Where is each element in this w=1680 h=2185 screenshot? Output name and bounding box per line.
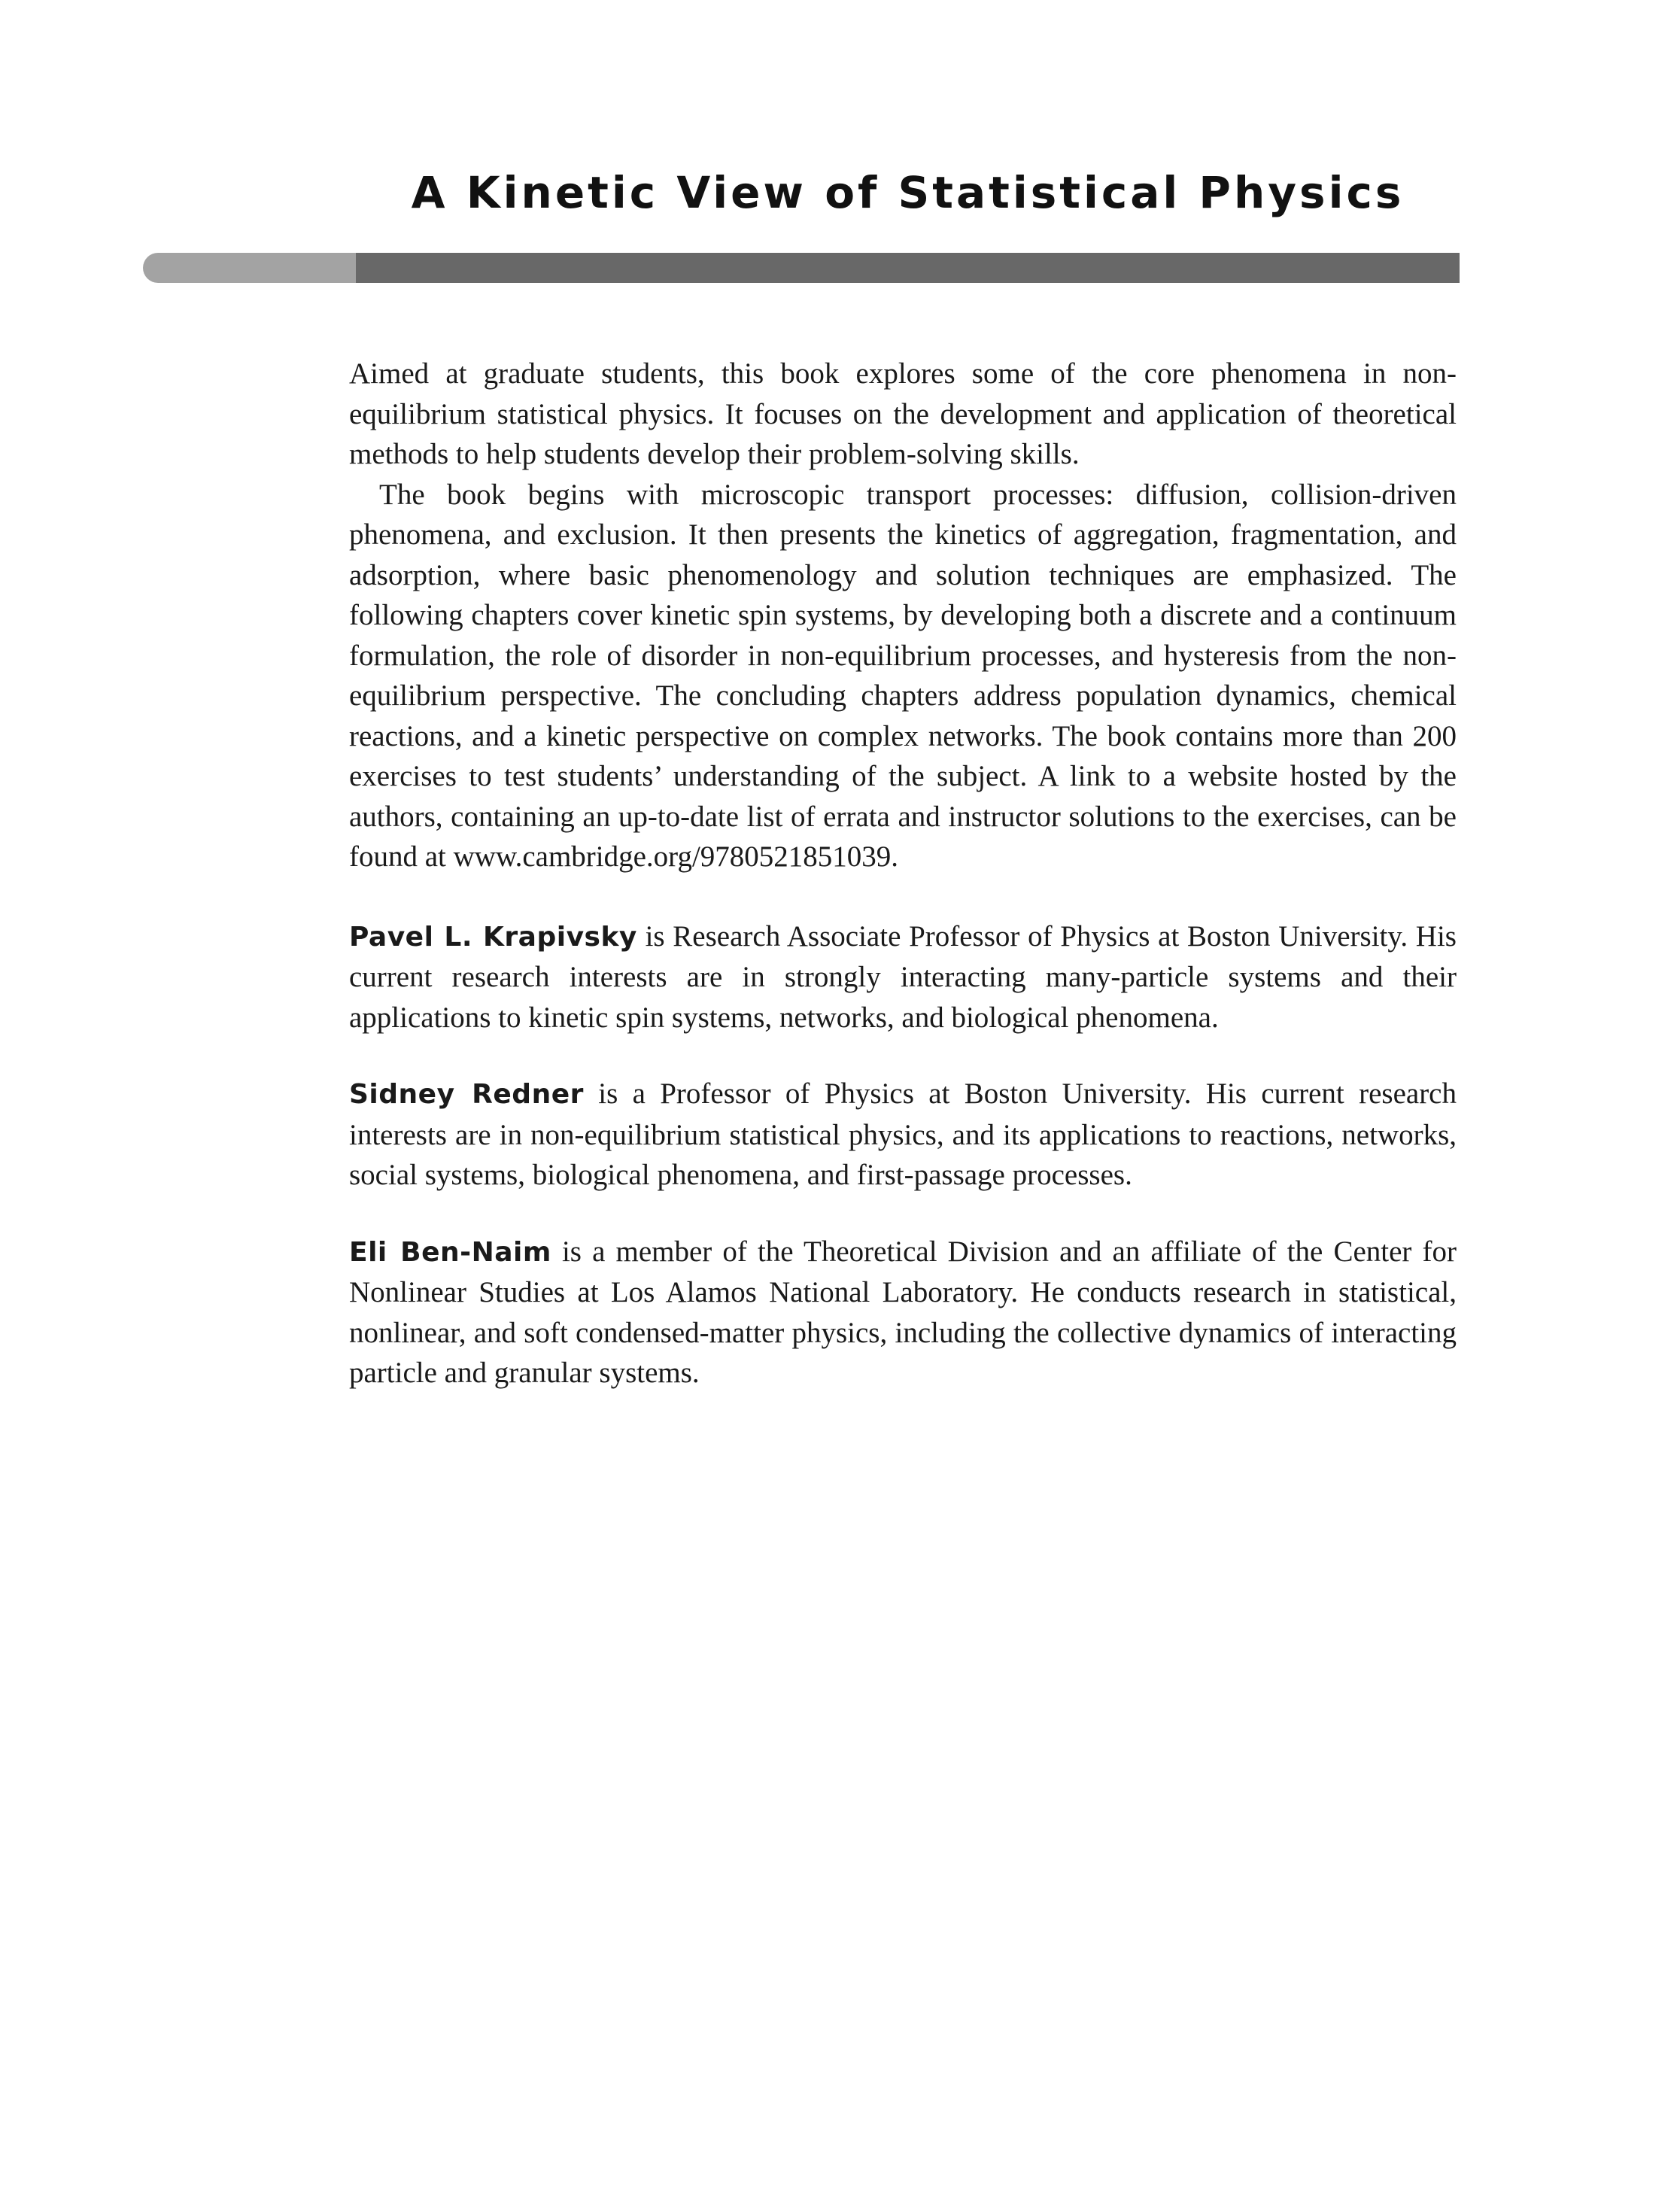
description-paragraph-1: Aimed at graduate students, this book explores some of the core phenomena in non-equilibrium statistical physics. It focuses on the development and application of theoretical methods to help students develop their problem-solving skills.: [349, 357, 1457, 470]
author-name: Sidney Redner: [349, 1079, 584, 1110]
author-bio-krapivsky: [349, 916, 1457, 1038]
header-rule-light-segment: [143, 253, 356, 283]
author-bio-redner: [349, 1074, 1457, 1196]
book-description-content: [349, 354, 1457, 1393]
author-bio-ben-naim: [349, 1232, 1457, 1393]
author-bio-text: is a member of the Theoretical Division and an affiliate of the Center for Nonlinear Studies at Los Alamos National Laboratory. He conducts research in statistical, nonlinear, and soft condensed-matter physics, including the collective dynamics of interacting particle and granular systems.: [349, 1235, 1457, 1389]
author-bio-text: is Research Associate Professor of Physics at Boston University. His current research interests are in strongly interacting many-particle systems and their applications to kinetic spin systems, networks, and biological phenomena.: [349, 919, 1457, 1034]
author-bio-text: is a Professor of Physics at Boston University. His current research interests are in non-equilibrium statistical physics, and its applications to reactions, networks, social systems, biological phenomena, and first-passage processes.: [349, 1077, 1457, 1191]
description-paragraph-2: The book begins with microscopic transport processes: diffusion, collision-driven phenomena, and exclusion. It then presents the kinetics of aggregation, fragmentation, and adsorption, where basic phenomenology and solution techniques are emphasized. The following chapters cover kinetic spin systems, by developing both a discrete and a continuum formulation, the role of disorder in non-equilibrium processes, and hysteresis from the non-equilibrium perspective. The concluding chapters address population dynamics, chemical reactions, and a kinetic perspective on complex networks. The book contains more than 200 exercises to test students’ understanding of the subject. A link to a website hosted by the authors, containing an up-to-date list of errata and instructor solutions to the exercises, can be found at www.cambridge.org/9780521851039.: [349, 478, 1457, 873]
author-name: Pavel L. Krapivsky: [349, 921, 637, 953]
header-rule-dark-segment: [356, 253, 1460, 283]
author-name: Eli Ben-Naim: [349, 1236, 551, 1268]
page-title: A Kinetic View of Statistical Physics: [411, 167, 1405, 218]
